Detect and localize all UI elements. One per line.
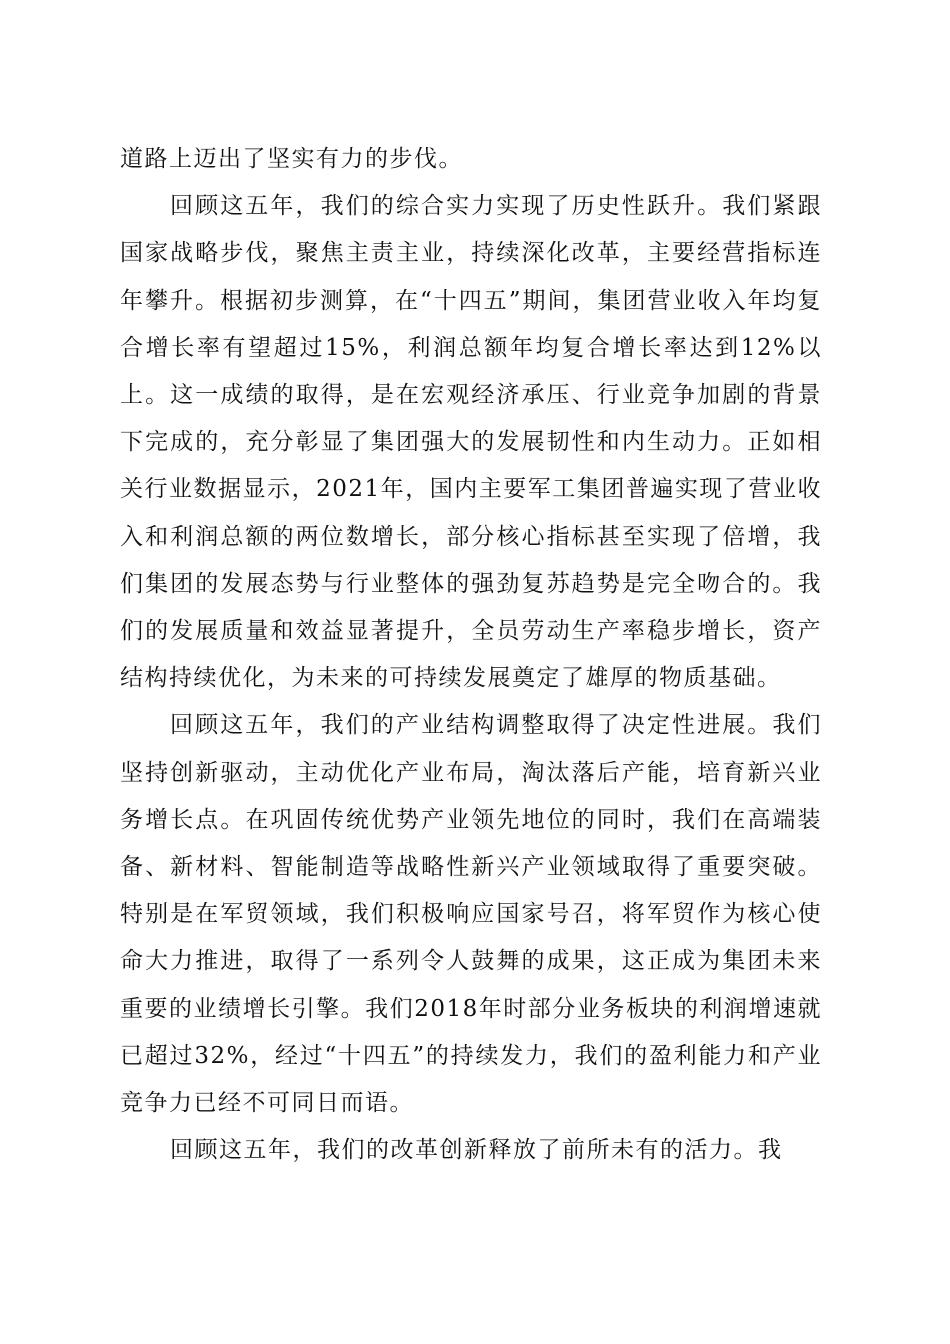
body-text: [120, 136, 822, 1174]
paragraph-reform-innovation: 回顾这五年，我们的改革创新释放了前所未有的活力。我: [170, 1137, 783, 1164]
paragraph-industrial-structure: 回顾这五年，我们的产业结构调整取得了决定性进展。我们坚持创新驱动，主动优化产业布局，淘汰落后产能，培育新兴业务增长点。在巩固传统优势产业领先地位的同时，我们在高端装备、新材料、智能制造等战略性新兴产业领域取得了重要突破。特别是在军贸领域，我们积极响应国家号召，将军贸作为核心使命大力推进，取得了一系列令人鼓舞的成果，这正成为集团未来重要的业绩增长引擎。我们2018年时部分业务板块的利润增速就已超过32%，经过“十四五”的持续发力，我们的盈利能力和产业竞争力已经不可同日而语。: [120, 712, 822, 1117]
paragraph-continuation: 道路上迈出了坚实有力的步伐。: [120, 146, 463, 172]
paragraph-comprehensive-strength: 回顾这五年，我们的综合实力实现了历史性跃升。我们紧跟国家战略步伐，聚焦主责主业，持续深化改革，主要经营指标连年攀升。根据初步测算，在“十四五”期间，集团营业收入年均复合增长率有望超过15%，利润总额年均复合增长率达到12%以上。这一成绩的取得，是在宏观经济承压、行业竞争加剧的背景下完成的，充分彰显了集团强大的发展韧性和内生动力。正如相关行业数据显示，2021年，国内主要军工集团普遍实现了营业收入和利润总额的两位数增长，部分核心指标甚至实现了倍增，我们集团的发展态势与行业整体的强劲复苏趋势是完全吻合的。我们的发展质量和效益显著提升，全员劳动生产率稳步增长，资产结构持续优化，为未来的可持续发展奠定了雄厚的物质基础。: [120, 193, 822, 692]
